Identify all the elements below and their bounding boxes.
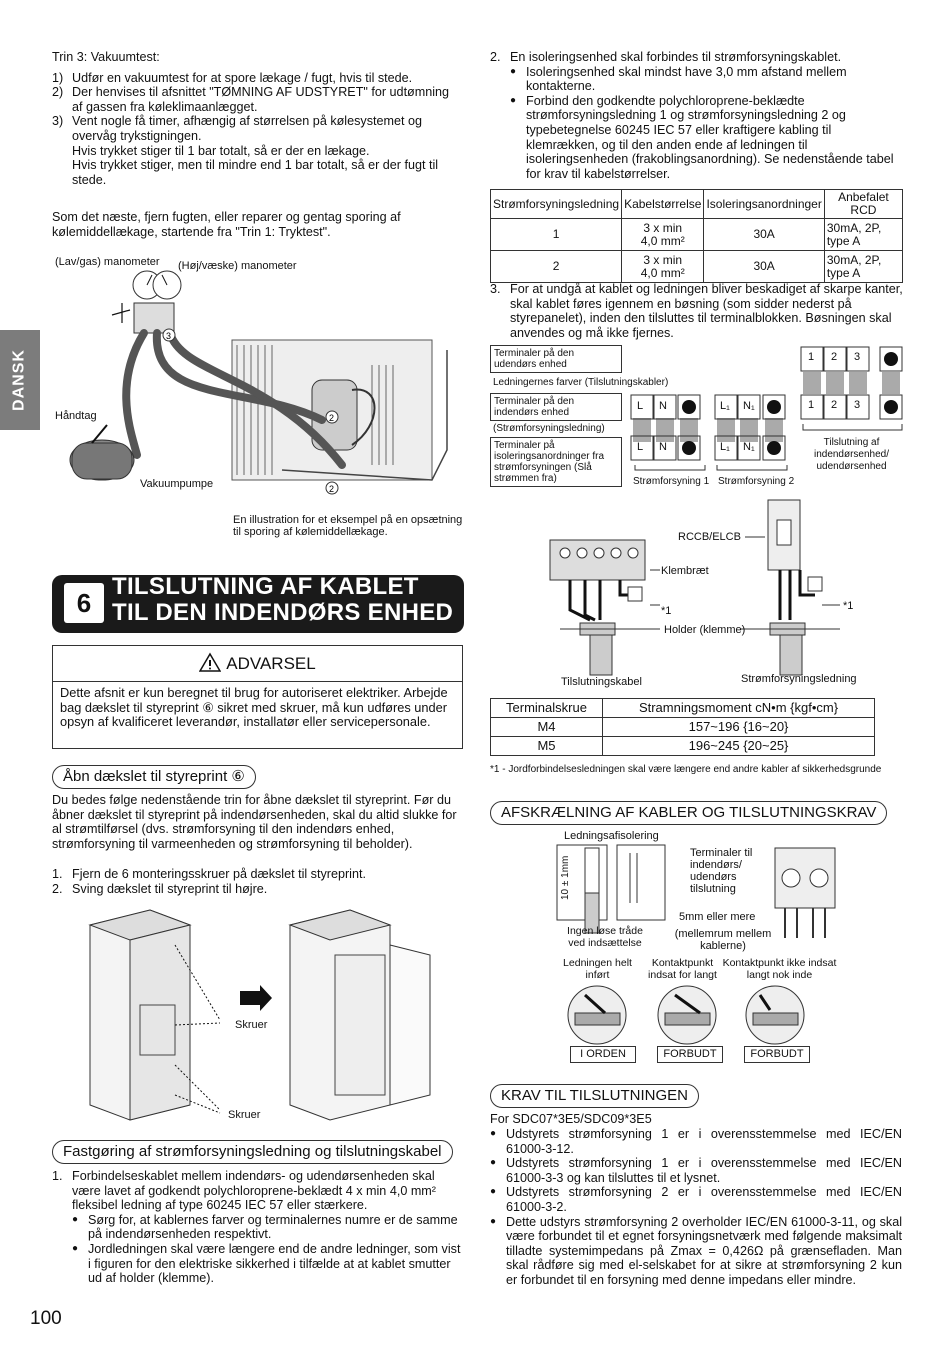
warning-box [52, 645, 463, 749]
svg-text:3: 3 [166, 331, 172, 341]
terminal-3-bottom: 3 [854, 399, 861, 411]
list-item: 1. Fjern de 6 monteringsskruer på dækslet til styreprint. [52, 867, 366, 881]
list-item: ● Jordledningen skal være længere end de andre ledninger, som vist i figuren for den elektriske sikkerhed i tilfælde at at kablet smutter ud af holder (klemme). [72, 1242, 464, 1286]
fixing-list [52, 1169, 464, 1286]
isolation-terminals-label: Terminaler på isoleringsanordninger fra strømforsyningen (Slå strømmen fra) [490, 437, 622, 487]
item3-block [490, 282, 905, 340]
language-tab [0, 330, 40, 430]
torque-table [490, 698, 875, 756]
figure-caption: En illustration for et eksempel på en opsætning til sporing af kølemiddellækage. [233, 514, 463, 538]
table-cell: 1 [491, 219, 622, 251]
fixing-heading: Fastgøring af strømforsyningsledning og tilslutningskabel [52, 1140, 453, 1164]
table-row [491, 219, 903, 251]
table-cell: 30mA, 2P, type A [824, 219, 902, 251]
warning-title: ADVARSEL [226, 654, 316, 673]
handle-label: Håndtag [55, 410, 97, 422]
stripping-heading: AFSKRÆLNING AF KABLER OG TILSLUTNINGSKRAV [490, 801, 887, 825]
table-cell: 30A [704, 219, 824, 251]
section-header [52, 575, 464, 633]
dimension-label: 10 ± 1mm [560, 855, 571, 900]
arrow-right-icon [240, 985, 272, 1011]
table-header: Stramningsmoment cN•m {kgf•cm} [603, 699, 875, 718]
pump-label: Vakuumpumpe [140, 478, 214, 490]
footnote-mark-left: *1 [661, 605, 672, 617]
table-cell: 2 [491, 251, 622, 283]
language-label: DANSK [10, 349, 28, 411]
connection-label: Tilslutning af indendørsenhed/ udendørsenhed [813, 437, 890, 472]
gap-label: 5mm eller mere [679, 911, 756, 923]
power-cord-figure-label: Strømforsyningsledning [741, 673, 857, 685]
clamp-bar-label: Klembræt [661, 565, 709, 577]
terminal-L-indoor: L [637, 400, 644, 412]
table-header-row [491, 190, 903, 219]
cable-table [490, 189, 903, 283]
warning-icon [199, 652, 221, 672]
too-far-label: Kontaktpunkt indsat for langt [648, 957, 717, 981]
list-item: 3. For at undgå at kablet og ledningen bliver beskadiget af skarpe kanter, skal kablet føres igennem en bøsning (som sidder nederst på styrepanelet), inden den tilsluttes til terminalblokken. Bøsningen skal anvendes og må ikke fjernes. [490, 282, 903, 340]
section-title-line2: TIL DEN INDENDØRS ENHED [112, 599, 454, 626]
supply2-label: Strømforsyning 2 [718, 476, 795, 487]
item2-bullets [510, 65, 905, 182]
outdoor-terminals-label: Terminaler på den udendørs enhed [490, 345, 622, 373]
table-header: Terminalskrue [491, 699, 603, 718]
gap-note-label: (mellemrum mellem kablerne) [674, 928, 772, 952]
cover-opening-illustration [80, 905, 460, 1125]
insulation-label: Ledningsafisolering [564, 830, 659, 842]
open-cover-heading: Åbn dækslet til styreprint ⑥ [52, 765, 256, 789]
terminals-label: Terminaler til indendørs/ udendørs tilslutning [690, 847, 753, 895]
table-cell: 30mA, 2P, type A [824, 251, 902, 283]
low-manometer-label: (Lav/gas) manometer [55, 256, 160, 268]
ok-badge: I ORDEN [570, 1046, 636, 1063]
power-cord-label: (Strømforsyningsledning) [493, 423, 605, 434]
list-item: ● Udstyrets strømforsyning 1 er i overensstemmelse med IEC/EN 61000-3-3 og kan tilsluttes til et lysnet. [490, 1156, 902, 1185]
table-header-row [491, 699, 875, 718]
no-loose-strands-label: Ingen løse tråde ved indsættelse [567, 925, 643, 949]
terminal-N1-isolation: N₁ [743, 441, 755, 453]
svg-text:2: 2 [329, 413, 335, 423]
terminal-2-top: 2 [831, 351, 838, 363]
table-cell: M4 [491, 718, 603, 737]
next-step-text: Som det næste, fjern fugten, eller reparer og gentag sporing af kølemiddellækage, startende fra "Trin 1: Tryktest". [52, 210, 401, 239]
terminal-1-bottom: 1 [808, 399, 815, 411]
screws-label-top: Skruer [235, 1019, 268, 1031]
trin3-block [52, 50, 462, 187]
forbidden-badge-1: FORBUDT [657, 1046, 723, 1063]
warning-header [53, 646, 462, 682]
wire-colors-label: Ledningernes farver (Tilslutningskabler) [493, 377, 669, 388]
leak-test-illustration [52, 255, 462, 515]
fully-inserted-label: Ledningen helt inført [563, 957, 632, 981]
table-cell: 30A [704, 251, 824, 283]
terminal-L-isolation: L [637, 441, 644, 453]
open-cover-steps [52, 867, 464, 896]
table-header: Strømforsyningsledning [491, 190, 622, 219]
terminal-1-top: 1 [808, 351, 815, 363]
table-row [491, 718, 875, 737]
footnote-mark-right: *1 [843, 600, 854, 612]
terminal-N-isolation: N [659, 441, 667, 453]
section-title-line1: TILSLUTNING AF KABLET [112, 573, 419, 600]
terminal-N1-indoor: N₁ [743, 400, 755, 412]
table-cell: 3 x min 4,0 mm² [622, 251, 704, 283]
forbidden-badge-2: FORBUDT [744, 1046, 810, 1063]
list-item: ● Sørg for, at kablernes farver og terminalernes numre er de samme på indendørsenheden respektivt. [72, 1213, 464, 1242]
requirements-heading: KRAV TIL TILSLUTNINGEN [490, 1084, 699, 1108]
terminal-N-indoor: N [659, 400, 667, 412]
requirements-list [490, 1127, 902, 1288]
svg-text:2: 2 [329, 484, 335, 494]
list-item: ● Udstyrets strømforsyning 2 er i overensstemmelse med IEC/EN 61000-3-2. [490, 1185, 902, 1214]
screws-label-bottom: Skruer [228, 1109, 261, 1121]
connection-cable-label: Tilslutningskabel [561, 676, 642, 688]
section-number: 6 [64, 583, 104, 623]
list-item: ● Dette udstyrs strømforsyning 2 overholder IEC/EN 61000-3-11, og skal være forbundet til et egnet forsyningsnetværk med følgende maksimalt tilladte systemimpedans på Zmax = 0,426Ω på grænsefladen. Man skal rådføre sig med el-selskabet for at sikre at strømforsyning 2 kun er forbundet til en forsyning med denne impedans eller mindre. [490, 1215, 902, 1288]
open-cover-text: Du bedes følge nedenstående trin for åbne dækslet til styreprint. Før du åbner dækslet til styreprint på indendørsenheden, skal du altid slukke for al strømtilførsel (dvs. strømforsyning til den indendørs enhed, strømforsyning til varmeenheden og strømforsyning til beholder). [52, 793, 457, 851]
indoor-terminals-label: Terminaler på den indendørs enhed [490, 393, 622, 421]
high-manometer-label: (Høj/væske) manometer [178, 260, 297, 272]
trin3-list [52, 71, 462, 188]
table-cell: 196~245 {20~25} [603, 737, 875, 756]
holder-label: Holder (klemme) [664, 624, 746, 636]
table-header: Kabelstørrelse [622, 190, 704, 219]
table-cell: 157~196 {16~20} [603, 718, 875, 737]
terminal-L1-isolation: L₁ [720, 441, 730, 453]
supply1-label: Strømforsyning 1 [633, 476, 710, 487]
list-item: 3) Vent nogle få timer, afhængig af størrelsen på kølesystemet og overvåg trykstigningen. Hvis trykket stiger til 1 bar totalt, så er der en lækage. Hvis trykket stiger, men til mindre end 1 bar totalt, så er der fugt til stede. [52, 114, 439, 187]
table-cell: 3 x min 4,0 mm² [622, 219, 704, 251]
warning-text: Dette afsnit er kun beregnet til brug for autoriseret elektriker. Arbejde bag dækslet til styreprint ⑥ sikret med skruer, må kun udføres under opsyn af kvalificeret leverandør, installatør eller servicepersonale. [60, 685, 448, 730]
terminal-3-top: 3 [854, 351, 861, 363]
table-row [491, 251, 903, 283]
footnote: *1 - Jordforbindelsesledningen skal være længere end andre kabler af sikkerhedsgrunde [490, 764, 882, 775]
page-number: 100 [30, 1308, 62, 1329]
not-far-label: Kontaktpunkt ikke indsat langt nok inde [722, 957, 837, 981]
table-cell: M5 [491, 737, 603, 756]
fixing-bullets [72, 1213, 464, 1286]
trin3-title: Trin 3: Vakuumtest: [52, 50, 160, 64]
list-item: ● Forbind den godkendte polychloroprene-beklædte strømforsyningsledning 1 og strømforsyningsledning 2 og typebetegnelse 60245 IEC 57 eller kraftigere kabling til klemrækken, og til den anden ende af ledningen til isoleringsenheden (frakoblingsanordning). Se nedenstående tabel for krav til kabelstørrelser. [510, 94, 905, 182]
list-item: 1) Udfør en vakuumtest for at spore lækage / fugt, hvis til stede. [52, 70, 413, 85]
terminal-2-bottom: 2 [831, 399, 838, 411]
requirements-model: For SDC07*3E5/SDC09*3E5 [490, 1112, 652, 1126]
terminal-L1-indoor: L₁ [720, 400, 730, 412]
list-item: ● Udstyrets strømforsyning 1 er i overensstemmelse med IEC/EN 61000-3-12. [490, 1127, 902, 1156]
list-item: 2) Der henvises til afsnittet "TØMNING AF UDSTYRET" for udtømning af gassen fra køleklimaanlægget. [52, 85, 450, 114]
insertion-examples-illustration [565, 985, 845, 1045]
table-row [491, 737, 875, 756]
rccb-label: RCCB/ELCB [678, 531, 741, 543]
list-item: 2. Sving dækslet til styreprint til højre. [52, 881, 268, 896]
terminal-clamp-illustration [540, 495, 910, 695]
list-item: 1. Forbindelseskablet mellem indendørs- og udendørsenheden skal være lavet af godkendt polychloroprene-beklædt 4 x min 4,0 mm² fleksibel ledning af type 60245 IEC 57 eller stærkere. ● Sørg for, at kablernes farver og terminalernes numre er de samme på indendørsenheden respektivt. ● Jordledningen skal være længere end de andre ledninger, som vist i figuren for den elektriske sikkerhed i tilfælde at at kablet smutter ud af holder (klemme). [52, 1169, 464, 1286]
table-header: Anbefalet RCD [824, 190, 902, 219]
list-item: ● Isoleringsenhed skal mindst have 3,0 mm afstand mellem kontakterne. [510, 65, 905, 94]
item2-block [490, 50, 905, 181]
list-item: 2. En isoleringsenhed skal forbindes til strømforsyningskablet. ● Isoleringsenhed skal mindst have 3,0 mm afstand mellem kontakterne. ● Forbind den godkendte polychloroprene-beklædte strømforsyningsledning 1 og strømforsyningsledning 2 og typebetegnelse 60245 IEC 57 eller kraftigere kabling til klemrækken, og til den anden ende af ledningen til isoleringsenheden (frakoblingsanordning). Se nedenstående tabel for krav til kabelstørrelser. [490, 50, 905, 181]
table-header: Isoleringsanordninger [704, 190, 824, 219]
